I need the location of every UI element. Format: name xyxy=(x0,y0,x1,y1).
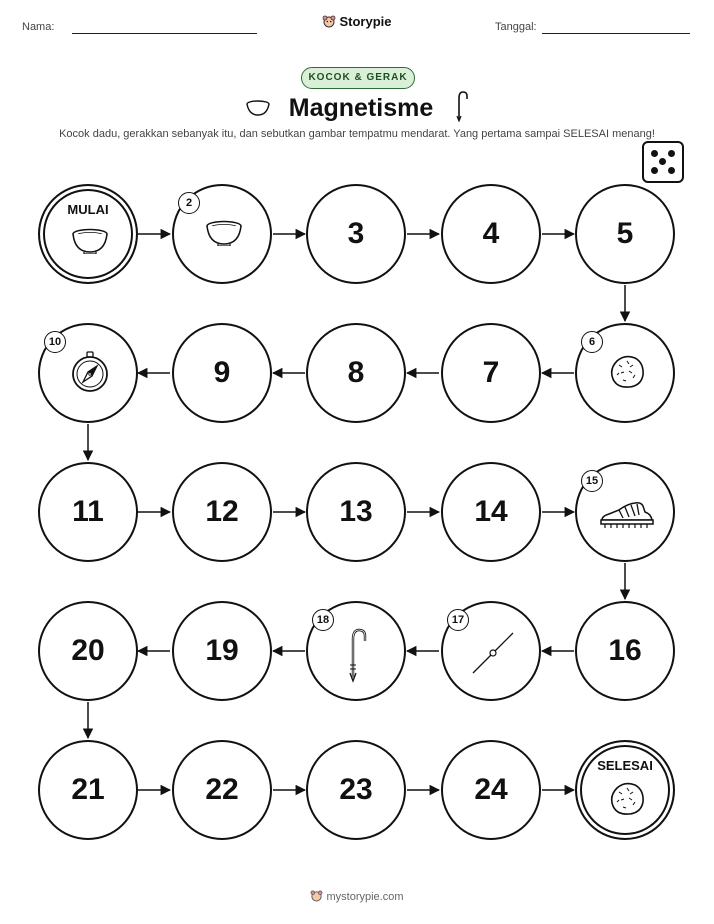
bowl-icon xyxy=(70,228,110,262)
space-11: 11 xyxy=(38,462,138,562)
footer-url[interactable]: mystorypie.com xyxy=(326,890,404,903)
space-17 xyxy=(441,601,541,701)
brand-logo-icon xyxy=(310,889,323,905)
space-14: 14 xyxy=(441,462,541,562)
space-number-badge: 15 xyxy=(581,470,603,492)
space-15 xyxy=(575,462,675,562)
space-number-badge: 6 xyxy=(581,331,603,353)
space-13: 13 xyxy=(306,462,406,562)
hook-icon xyxy=(346,627,368,691)
brand-name: Storypie xyxy=(339,14,392,29)
title-text: Magnetisme xyxy=(288,94,434,123)
space-8: 8 xyxy=(306,323,406,423)
compass-icon xyxy=(70,351,110,401)
space-19: 19 xyxy=(172,601,272,701)
name-label: Nama: xyxy=(22,21,55,33)
space-start xyxy=(38,184,138,284)
space-5: 5 xyxy=(575,184,675,284)
space-9: 9 xyxy=(172,323,272,423)
date-label: Tanggal: xyxy=(495,21,537,33)
start-label: MULAI xyxy=(67,202,109,217)
space-22: 22 xyxy=(172,740,272,840)
space-18 xyxy=(306,601,406,701)
rock-icon xyxy=(607,351,647,399)
rock-icon xyxy=(607,778,647,826)
space-number-badge: 17 xyxy=(447,609,469,631)
activity-tag: KOCOK & GERAK xyxy=(301,67,415,89)
space-number-badge: 10 xyxy=(44,331,66,353)
space-10 xyxy=(38,323,138,423)
footer xyxy=(0,889,714,905)
space-21: 21 xyxy=(38,740,138,840)
space-16: 16 xyxy=(575,601,675,701)
needle-icon xyxy=(471,631,515,683)
shoe-icon xyxy=(599,498,655,538)
space-20: 20 xyxy=(38,601,138,701)
space-6 xyxy=(575,323,675,423)
space-3: 3 xyxy=(306,184,406,284)
finish-label: SELESAI xyxy=(597,758,653,773)
space-2 xyxy=(172,184,272,284)
space-23: 23 xyxy=(306,740,406,840)
space-number-badge: 18 xyxy=(312,609,334,631)
bowl-icon xyxy=(204,220,244,254)
space-4: 4 xyxy=(441,184,541,284)
space-number-badge: 2 xyxy=(178,192,200,214)
space-finish xyxy=(575,740,675,840)
instructions: Kocok dadu, gerakkan sebanyak itu, dan sebutkan gambar tempatmu mendarat. Yang pertama sampai SELESAI menang! xyxy=(59,128,655,140)
space-7: 7 xyxy=(441,323,541,423)
space-24: 24 xyxy=(441,740,541,840)
space-12: 12 xyxy=(172,462,272,562)
